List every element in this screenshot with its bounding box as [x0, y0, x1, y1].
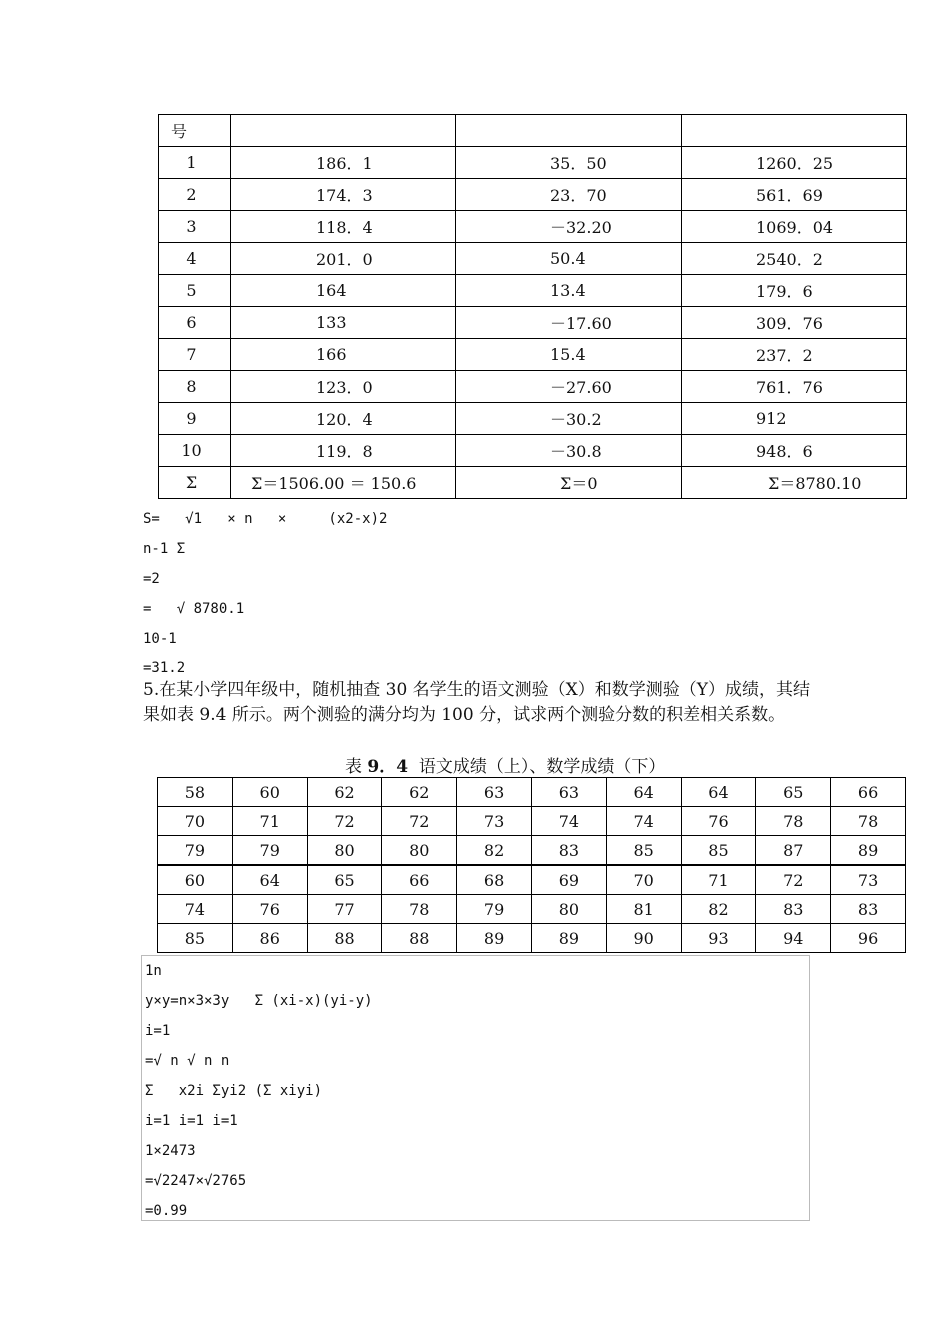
formula-line: Σ x2i Σyi2 (Σ xiyi) [145, 1083, 323, 1099]
table-row [159, 307, 907, 339]
score-cell: 78 [756, 807, 831, 836]
score-cell: 94 [756, 924, 831, 953]
table-cell: 174．3 [231, 179, 456, 211]
correlation-formula-box [141, 955, 810, 1221]
score-cell: 64 [232, 865, 307, 895]
table-row [159, 179, 907, 211]
table-row [158, 895, 906, 924]
question-paragraph: 5.在某小学四年级中，随机抽查 30 名学生的语文测验（X）和数学测验（Y）成绩，其结果如表 9.4 所示。两个测验的满分均为 100 分，试求两个测验分数的积差相关系数。 [143, 680, 810, 725]
score-cell: 69 [531, 865, 606, 895]
score-cell: 89 [457, 924, 532, 953]
table-cell: 761．76 [682, 371, 907, 403]
table-cell: 179．6 [682, 275, 907, 307]
table-cell: －27.60 [456, 371, 682, 403]
table-cell: 201．0 [231, 243, 456, 275]
sum-cell: Σ＝0 [456, 467, 682, 499]
table-cell: 912 [682, 403, 907, 435]
formula-line: S= √1 × n × (x2-x)2 [143, 511, 388, 527]
score-cell: 63 [531, 778, 606, 807]
score-cell: 80 [531, 895, 606, 924]
table-cell: －32.20 [456, 211, 682, 243]
table-cell: 164 [231, 275, 456, 307]
formula-line: 1×2473 [145, 1143, 196, 1159]
score-cell: 74 [531, 807, 606, 836]
formula-line: =31.2 [143, 660, 186, 676]
header-cell [456, 115, 682, 147]
table-cell: 9 [159, 403, 231, 435]
table-cell: 120．4 [231, 403, 456, 435]
table-cell: 15.4 [456, 339, 682, 371]
score-cell: 65 [756, 778, 831, 807]
formula-line: =0.99 [145, 1203, 188, 1219]
score-cell: 65 [307, 865, 382, 895]
score-cell: 93 [681, 924, 756, 953]
score-cell: 62 [382, 778, 457, 807]
formula-line: = √ 8780.1 [143, 601, 245, 617]
formula-line: 1n [145, 963, 162, 979]
score-cell: 62 [307, 778, 382, 807]
score-cell: 72 [382, 807, 457, 836]
table-cell: 561．69 [682, 179, 907, 211]
score-cell: 60 [158, 865, 233, 895]
score-cell: 76 [232, 895, 307, 924]
score-cell: 86 [232, 924, 307, 953]
formula-line: 10-1 [143, 631, 177, 647]
table-row [159, 435, 907, 467]
table-row [158, 778, 906, 807]
table-cell: 2540．2 [682, 243, 907, 275]
score-cell: 71 [232, 807, 307, 836]
score-cell: 78 [831, 807, 906, 836]
table-cell: －30.8 [456, 435, 682, 467]
formula-line: i=1 [145, 1023, 171, 1039]
score-cell: 79 [232, 836, 307, 866]
table-cell: 237．2 [682, 339, 907, 371]
score-cell: 79 [457, 895, 532, 924]
table-cell: 23．70 [456, 179, 682, 211]
sum-cell: Σ＝1506.00 ＝ 150.6 [231, 467, 456, 499]
table-header-row [159, 115, 907, 147]
score-cell: 83 [756, 895, 831, 924]
caption-number: 9．4 [367, 757, 409, 777]
deviation-table [158, 114, 907, 499]
table-cell: 13.4 [456, 275, 682, 307]
score-cell: 88 [307, 924, 382, 953]
score-cell: 60 [232, 778, 307, 807]
caption-title: 语文成绩（上）、数学成绩（下） [418, 757, 666, 777]
score-cell: 87 [756, 836, 831, 866]
table-row [159, 403, 907, 435]
table-cell: 35．50 [456, 147, 682, 179]
score-cell: 89 [531, 924, 606, 953]
table-cell: 8 [159, 371, 231, 403]
table-row [159, 243, 907, 275]
table-cell: 6 [159, 307, 231, 339]
table-cell: 1069．04 [682, 211, 907, 243]
score-cell: 66 [382, 865, 457, 895]
formula-line: y×y=n×3×3y Σ (xi-x)(yi-y) [145, 993, 373, 1009]
sum-row [159, 467, 907, 499]
sum-cell: Σ＝8780.10 [682, 467, 907, 499]
score-cell: 83 [831, 895, 906, 924]
table-cell: 948．6 [682, 435, 907, 467]
table-cell: 2 [159, 179, 231, 211]
score-cell: 72 [756, 865, 831, 895]
score-cell: 71 [681, 865, 756, 895]
score-cell: 63 [457, 778, 532, 807]
score-cell: 88 [382, 924, 457, 953]
table-row [158, 865, 906, 895]
table-row [158, 836, 906, 866]
table-cell: 1 [159, 147, 231, 179]
score-cell: 70 [606, 865, 681, 895]
table-cell: 1260．25 [682, 147, 907, 179]
score-cell: 80 [382, 836, 457, 866]
score-cell: 64 [681, 778, 756, 807]
score-cell: 66 [831, 778, 906, 807]
table-row [159, 147, 907, 179]
table-caption [345, 752, 665, 777]
table-cell: 186．1 [231, 147, 456, 179]
score-cell: 83 [531, 836, 606, 866]
score-cell: 89 [831, 836, 906, 866]
table-cell: 133 [231, 307, 456, 339]
table-cell: 166 [231, 339, 456, 371]
formula-line: n-1 Σ [143, 541, 186, 557]
score-cell: 74 [158, 895, 233, 924]
score-cell: 79 [158, 836, 233, 866]
caption-prefix: 表 [345, 757, 368, 777]
score-cell: 73 [457, 807, 532, 836]
score-cell: 81 [606, 895, 681, 924]
header-cell: 号 [159, 115, 231, 147]
score-cell: 82 [681, 895, 756, 924]
scores-table [157, 777, 906, 953]
score-cell: 78 [382, 895, 457, 924]
formula-line: =√2247×√2765 [145, 1173, 247, 1189]
score-cell: 70 [158, 807, 233, 836]
table-cell: 5 [159, 275, 231, 307]
score-cell: 74 [606, 807, 681, 836]
formula-line: =√ n √ n n [145, 1053, 230, 1069]
score-cell: 90 [606, 924, 681, 953]
table-cell: 50.4 [456, 243, 682, 275]
score-cell: 68 [457, 865, 532, 895]
score-cell: 82 [457, 836, 532, 866]
score-cell: 80 [307, 836, 382, 866]
score-cell: 85 [681, 836, 756, 866]
score-cell: 76 [681, 807, 756, 836]
table-cell: 119．8 [231, 435, 456, 467]
sum-cell: Σ [159, 467, 231, 499]
table-row [159, 371, 907, 403]
score-cell: 64 [606, 778, 681, 807]
score-cell: 85 [606, 836, 681, 866]
table-cell: －17.60 [456, 307, 682, 339]
table-row [158, 924, 906, 953]
table-row [159, 211, 907, 243]
table-cell: 123．0 [231, 371, 456, 403]
formula-line: =2 [143, 571, 160, 587]
score-cell: 58 [158, 778, 233, 807]
table-row [158, 807, 906, 836]
score-cell: 77 [307, 895, 382, 924]
score-cell: 72 [307, 807, 382, 836]
header-cell [682, 115, 907, 147]
table-cell: 10 [159, 435, 231, 467]
score-cell: 85 [158, 924, 233, 953]
table-cell: 4 [159, 243, 231, 275]
table-row [159, 275, 907, 307]
formula-line: i=1 i=1 i=1 [145, 1113, 238, 1129]
table-cell: －30.2 [456, 403, 682, 435]
score-cell: 73 [831, 865, 906, 895]
score-cell: 96 [831, 924, 906, 953]
table-cell: 3 [159, 211, 231, 243]
header-cell [231, 115, 456, 147]
table-cell: 7 [159, 339, 231, 371]
table-cell: 118．4 [231, 211, 456, 243]
table-cell: 309．76 [682, 307, 907, 339]
table-row [159, 339, 907, 371]
